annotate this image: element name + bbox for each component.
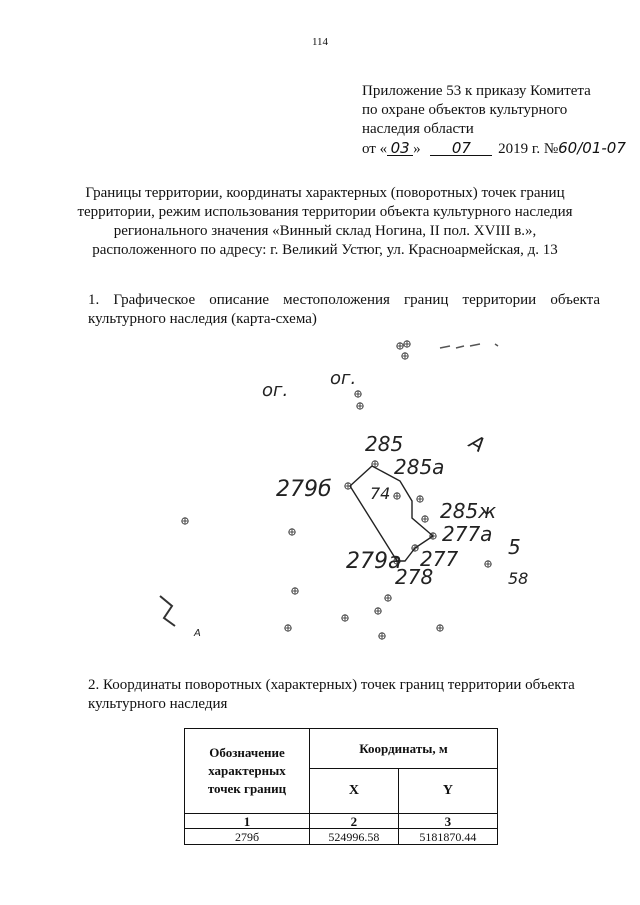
page-number: 114 [311, 36, 329, 48]
map-label-285zh: 285ж [440, 499, 497, 523]
map-label-277a: 277а [442, 522, 493, 546]
header-designation [185, 729, 310, 814]
map-label-og: ог. [262, 380, 289, 401]
column-number: 3 [398, 814, 497, 829]
map-label-a: А [465, 429, 490, 458]
column-number: 1 [185, 814, 310, 829]
title-line: регионального значения «Винный склад Ногина, II пол. XVIII в.», [113, 223, 537, 239]
column-number: 2 [310, 814, 399, 829]
map-label-285a: 285а [394, 455, 445, 479]
map-label-277: 277 [420, 547, 459, 571]
title-line: территории, режим использования территории объекта культурного наследия [77, 204, 573, 220]
date-day-suffix: » [413, 141, 421, 157]
appendix-line: по охране объектов культурного [362, 102, 568, 118]
date-month: 07 [430, 141, 492, 156]
title-line: Границы территории, координаты характерных (поворотных) точек границ [85, 185, 565, 201]
appendix-header [362, 82, 632, 159]
map-label-og: ог. [330, 368, 357, 389]
map-scribble [160, 596, 175, 626]
cell-x: 524996.58 [310, 829, 399, 845]
coordinates-table [184, 728, 498, 845]
cell-point: 279б [185, 829, 310, 845]
header-x: X [310, 769, 399, 814]
header-y: Y [398, 769, 497, 814]
section-2-line: 2. Координаты поворотных (характерных) точек границ территории объекта [88, 677, 575, 693]
map-scribble [440, 344, 498, 348]
document-title [60, 184, 590, 260]
header-designation-line: Обозначение [209, 745, 285, 760]
appendix-line: Приложение 53 к приказу Комитета [362, 83, 591, 99]
boundary-map [150, 336, 530, 646]
map-label-5: 5 [508, 535, 521, 559]
map-label-279a: 279а [346, 549, 402, 574]
map-label-278: 278 [395, 565, 434, 589]
title-line: расположенного по адресу: г. Великий Устюг, ул. Красноармейская, д. 13 [92, 242, 558, 258]
appendix-line: наследия области [362, 121, 474, 137]
header-coordinates: Координаты, м [310, 729, 498, 769]
table-row [185, 829, 498, 845]
map-label-58: 58 [508, 569, 529, 588]
section-2-line: культурного наследия [88, 696, 228, 712]
map-label-a-small: А [194, 628, 201, 639]
section-2-heading [88, 676, 600, 714]
appendix-date-line [362, 139, 632, 159]
order-number: 60/01-07 [558, 139, 626, 157]
header-designation-line: точек границ [207, 781, 287, 796]
cell-y: 5181870.44 [398, 829, 497, 845]
map-label-279b: 279б [276, 477, 332, 502]
date-day: 03 [387, 141, 413, 156]
section-1-heading: 1. Графическое описание местоположения границ территории объекта культурного наследия (карта-схема) [88, 292, 600, 327]
date-prefix: от « [362, 141, 388, 157]
map-label-74: 74 [370, 484, 391, 503]
map-label-285: 285 [365, 432, 404, 456]
header-designation-line: характерных [208, 763, 286, 778]
date-year: 2019 г. № [498, 141, 559, 157]
